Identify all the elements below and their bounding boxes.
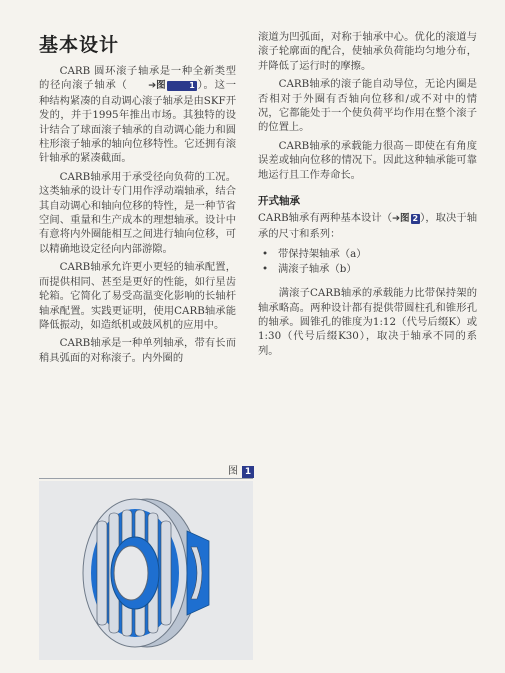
paragraph-single-row: CARB轴承是一种单列轴承，带有长而稍具弧面的对称滚子。内外圈的	[39, 337, 236, 364]
paragraph-self-guiding: CARB轴承的滚子能自动导位，无论内圈是否相对于外圈有否轴向位移和/或不对中的情况，它都能处于一个使负荷平均作用在整个滚子的位置上。	[258, 78, 477, 134]
left-column	[39, 64, 236, 369]
list-item: • 满滚子轴承（b）	[272, 262, 477, 276]
paragraph-raceway: 滚道为凹弧面，对称于轴承中心。优化的滚道与滚子轮廓面的配合，使轴承负荷能均匀地分布，并降低了运行时的摩擦。	[258, 31, 477, 72]
paragraph-floating-bearing: CARB轴承用于承受径向负荷的工况。这类轴承的设计专门用作浮动端轴承，结合其自动调心和轴向位移的特性，是一种节省空间、重量和生产成本的理想轴承。设计中有意将内外圈能相互之间进行轴向位移，可以精确地设定径向内部游隙。	[39, 170, 236, 255]
intro-paragraph: CARB 圆环滚子轴承是一种全新类型的径向滚子轴承（ ➔图 1 ）。这一种结构紧凑的自动调心滚子轴承是由SKF开发的，并于1995年推出市场。其独特的设计结合了球面滚子轴承的自动调心能力和圆柱形滚子轴承的轴向位移特性。它还拥有滚针轴承的紧凑截面。	[39, 65, 236, 165]
section-heading-open-bearings: 开式轴承	[258, 195, 300, 208]
paragraph-compact-arrangement: CARB轴承允许更小更轻的轴承配置，而提供相同、甚至是更好的性能，如行星齿轮箱。它简化了易受高温变化影响的长轴杆轴承配置。实践更证明，使用CARB轴承能降低振动，如造纸机或鼓风机的应用中。	[39, 261, 236, 331]
paragraph-basic-designs: CARB轴承有两种基本设计（➔图 2 ），取决于轴承的尺寸和系列：	[258, 212, 477, 240]
figure-reference-link[interactable]: ➔图 1	[148, 80, 195, 92]
figure-caption: 图 1	[228, 462, 254, 478]
bearing-illustration	[39, 481, 253, 660]
figure-divider	[39, 478, 253, 479]
right-column	[258, 30, 477, 362]
list-item: • 带保持架轴承（a）	[272, 247, 477, 261]
paragraph-full-complement: 满滚子CARB轴承的承载能力比带保持架的轴承略高。两种设计都有提供带圆柱孔和锥形孔的轴承。圆锥孔的锥度为1:12（代号后缀K）或1:30（代号后缀K30），取决于轴承不同的系列。	[258, 287, 477, 357]
page-title: 基本设计	[39, 34, 120, 56]
paragraph-load-capacity: CARB轴承的承载能力很高－即使在有角度误差或轴向位移的情况下。因此这种轴承能可靠地运行且工作寿命长。	[258, 139, 477, 181]
figure-reference-link[interactable]: ➔图 2	[392, 213, 419, 225]
figure-number-badge: 1	[242, 466, 254, 478]
design-list	[258, 247, 477, 276]
